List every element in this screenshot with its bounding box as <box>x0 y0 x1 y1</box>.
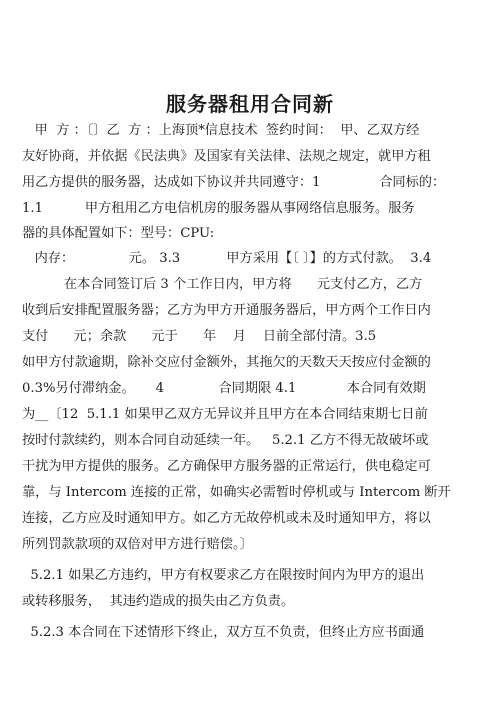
body-line: 靠，与 Intercom 连接的正常，如确实必需暂时停机或与 Intercom 断开 <box>22 485 451 500</box>
body-line: 收到后安排配置服务器；乙方为甲方开通服务器后，甲方两个工作日内 <box>22 303 431 318</box>
body-line: 5.2.3 本合同在下述情形下终止，双方互不负责，但终止方应书面通 <box>22 625 425 640</box>
body-line: 为__〔12 5.1.1 如果甲乙双方无异议并且甲方在本合同结束期七日前 <box>22 407 428 422</box>
body-line: 干扰为甲方提供的服务。乙方确保甲方服务器的正常运行，供电稳定可 <box>22 459 431 474</box>
body-line: 0.3%另付滞纳金。 4 合同期限 4.1 本合同有效期 <box>22 381 426 396</box>
body-line: 内存： 元。 3.3 甲方采用【〔 〕】的方式付款。 3.4 <box>22 251 432 266</box>
body-line: 5.2.1 如果乙方违约，甲方有权要求乙方在限按时间内为甲方的退出 <box>22 568 425 583</box>
body-line: 友好协商，并依据《民法典》及国家有关法律、法规之规定，就甲方租 <box>22 149 431 164</box>
body-line: 连接，乙方应及时通知甲方。如乙方无故停机或未及时通知甲方，将以 <box>22 511 431 526</box>
body-line: 用乙方提供的服务器，达成如下协议并共同遵守：1 合同标的： <box>22 175 446 190</box>
body-line: 按时付款续约，则本合同自动延续一年。 5.2.1 乙方不得无故破坏或 <box>22 433 429 448</box>
body-line: 1.1 甲方租用乙方电信机房的服务器从事网络信息服务。服务 <box>22 201 415 216</box>
body-line: 甲 方 ：〔〕乙 方 ：上海顶*信息技术 签约时间： 甲、乙双方经 <box>22 123 420 138</box>
body-line: 如甲方付款逾期，除补交应付金额外，其拖欠的天数天天按应付金额的 <box>22 355 431 370</box>
body-line: 所列罚款款项的双倍对甲方进行赔偿。〕 <box>22 537 253 552</box>
document-title: 服务器租用合同新 <box>166 92 334 116</box>
body-line: 或转移服务， 其违约造成的损失由乙方负责。 <box>22 594 295 609</box>
body-line: 支付 元；余款 元于 年 月 日前全部付清。3.5 <box>22 329 377 344</box>
body-line: 在本合同签订后 3 个工作日内，甲方将 元支付乙方，乙方 <box>22 277 423 292</box>
body-line: 器的具体配置如下：型号：CPU: <box>22 226 215 241</box>
